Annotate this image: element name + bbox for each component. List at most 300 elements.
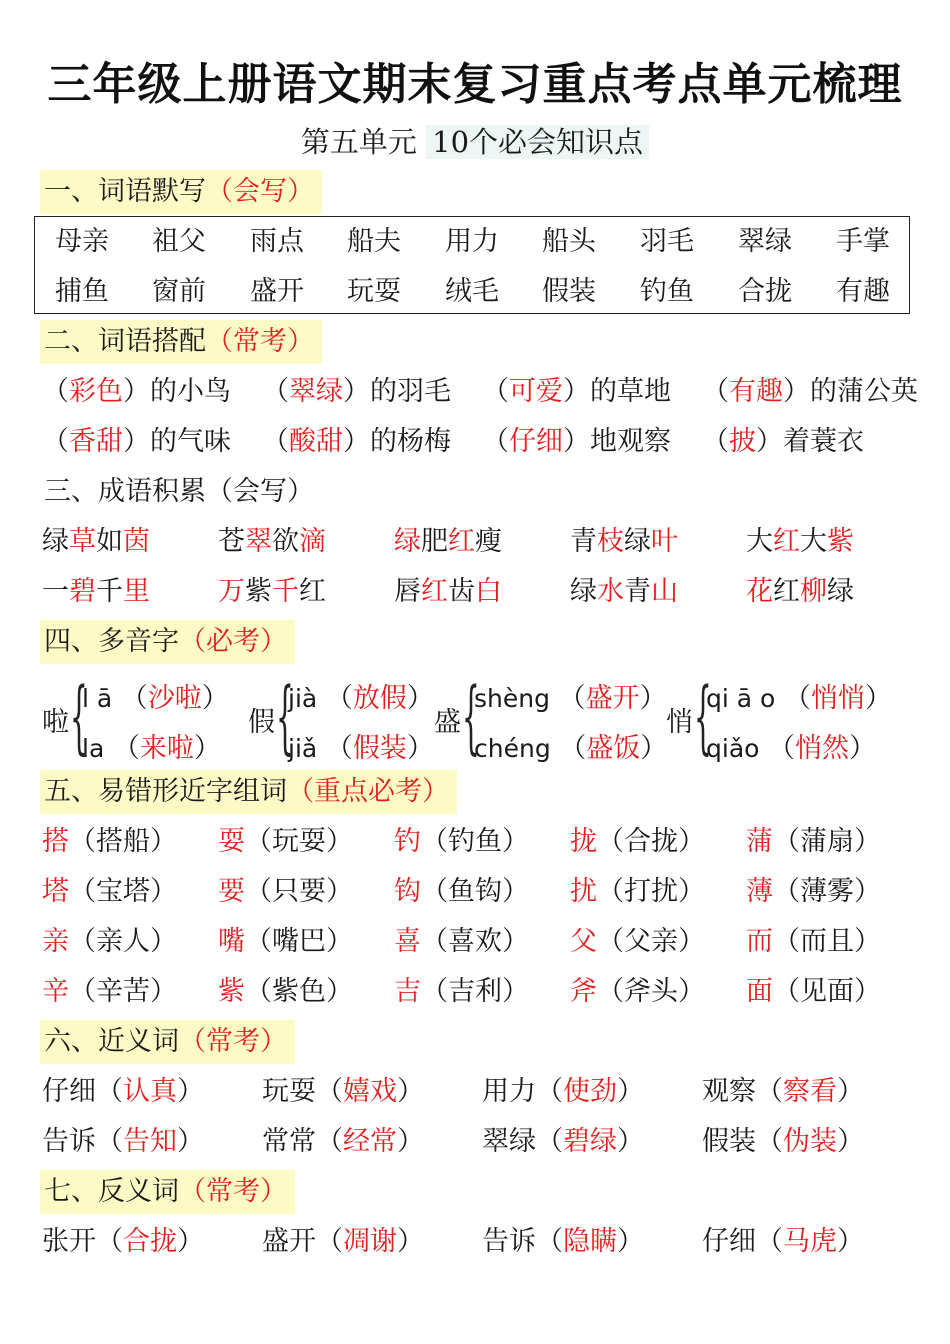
vocab-text: 用力 <box>445 226 499 257</box>
section-header-polyphones <box>40 620 295 664</box>
similar-char: 辛 <box>42 976 69 1007</box>
paren-open: （ <box>421 976 448 1007</box>
antonym-answer: 马虎 <box>783 1226 837 1257</box>
paren-open: （ <box>773 976 800 1007</box>
paren-open: （ <box>316 1126 343 1157</box>
section-header-similar-chars <box>40 770 457 814</box>
paren-open: （ <box>104 733 140 764</box>
synonym-word: 用力 <box>482 1076 536 1107</box>
paren-open: （ <box>759 733 796 764</box>
similar-char-row <box>0 922 950 962</box>
collocation-row <box>0 422 950 462</box>
antonym-row <box>0 1222 950 1262</box>
paren-open: （ <box>96 1226 123 1257</box>
idiom-char: 绿 <box>570 576 597 607</box>
idiom-char: 白 <box>475 576 502 607</box>
vocab-row <box>0 272 950 312</box>
paren-close: ） <box>406 733 434 764</box>
paren-close: ） <box>678 876 705 907</box>
polyphone-char: 假 <box>248 707 275 738</box>
similar-char-item <box>42 822 177 862</box>
antonym-answer: 凋谢 <box>343 1226 397 1257</box>
paren-open: （ <box>262 376 289 407</box>
pinyin: jiǎ <box>288 734 318 763</box>
idiom-item <box>42 522 150 562</box>
idiom-char: 绿 <box>42 526 69 557</box>
similar-char: 亲 <box>42 926 69 957</box>
vocab-word <box>445 272 499 312</box>
similar-char: 薄 <box>746 876 773 907</box>
similar-char: 钩 <box>394 876 421 907</box>
collocation-text: 的杨梅 <box>370 426 451 457</box>
page-subtitle <box>0 120 950 161</box>
similar-char-word: 紫色 <box>272 976 326 1007</box>
similar-char: 扰 <box>570 876 597 907</box>
paren-close: ） <box>150 826 177 857</box>
collocation-text: 的气味 <box>150 426 231 457</box>
paren-open: （ <box>69 976 96 1007</box>
collocation-row <box>0 372 950 412</box>
polyphone-word: 盛饭 <box>586 733 641 764</box>
vocab-text: 祖父 <box>152 226 206 257</box>
paren-close: ） <box>639 683 667 714</box>
section-tag: （会写） <box>206 176 314 207</box>
paren-close: ） <box>837 1226 864 1257</box>
vocab-text: 盛开 <box>250 276 304 307</box>
paren-close: ） <box>177 1226 204 1257</box>
collocation-text: 的小鸟 <box>150 376 231 407</box>
paren-open: （ <box>550 733 587 764</box>
polyphone-line <box>288 726 434 765</box>
paren-close: ） <box>177 1076 204 1107</box>
section-label: 四、多音字 <box>44 626 179 657</box>
similar-char-item <box>42 872 177 912</box>
vocab-word <box>347 272 401 312</box>
vocab-text: 钓鱼 <box>640 276 694 307</box>
paren-open: （ <box>317 733 353 764</box>
idiom-char: 青 <box>570 526 597 557</box>
paren-close: ） <box>563 376 590 407</box>
similar-char: 嘴 <box>218 926 245 957</box>
brace-icon: { <box>70 670 88 763</box>
collocation-text: 地观察 <box>590 426 671 457</box>
paren-open: （ <box>775 683 811 714</box>
idiom-char: 大 <box>800 526 827 557</box>
paren-close: ） <box>502 826 529 857</box>
polyphone-line <box>82 726 221 765</box>
idiom-item <box>218 522 326 562</box>
paren-close: ） <box>397 1126 424 1157</box>
paren-open: （ <box>96 1076 123 1107</box>
collocation-item <box>702 372 918 412</box>
vocab-word <box>347 222 401 262</box>
collocation-item <box>42 372 231 412</box>
pinyin: l ā <box>82 684 113 713</box>
paren-close: ） <box>150 926 177 957</box>
vocab-text: 窗前 <box>152 276 206 307</box>
section-header-antonyms <box>40 1170 295 1214</box>
vocab-text: 玩耍 <box>347 276 401 307</box>
paren-open: （ <box>316 1076 343 1107</box>
vocab-word <box>152 222 206 262</box>
paren-open: （ <box>773 826 800 857</box>
paren-close: ） <box>150 976 177 1007</box>
similar-char: 吉 <box>394 976 421 1007</box>
polyphone-line <box>474 726 667 765</box>
paren-close: ） <box>326 826 353 857</box>
paren-close: ） <box>617 1126 644 1157</box>
paren-close: ） <box>326 926 353 957</box>
antonym-item <box>42 1222 204 1262</box>
similar-char: 蒲 <box>746 826 773 857</box>
synonym-item <box>482 1122 644 1162</box>
collocation-text: 的羽毛 <box>370 376 451 407</box>
paren-close: ） <box>849 733 877 764</box>
collocation-text: 着蓑衣 <box>783 426 864 457</box>
similar-char-item <box>570 872 705 912</box>
idiom-item <box>394 572 502 612</box>
synonym-item <box>262 1122 424 1162</box>
similar-char-word: 蒲扇 <box>800 826 854 857</box>
pinyin: qi ā o <box>706 684 776 713</box>
similar-char-word: 辛苦 <box>96 976 150 1007</box>
paren-close: ） <box>193 733 221 764</box>
collocation-text: 的草地 <box>590 376 671 407</box>
similar-char-item <box>570 972 705 1012</box>
paren-open: （ <box>756 1126 783 1157</box>
synonym-word: 告诉 <box>42 1126 96 1157</box>
paren-open: （ <box>597 876 624 907</box>
similar-char-row <box>0 972 950 1012</box>
paren-open: （ <box>536 1226 563 1257</box>
idiom-char: 千 <box>96 576 123 607</box>
idiom-char: 万 <box>218 576 245 607</box>
paren-open: （ <box>317 683 353 714</box>
paren-open: （ <box>42 426 69 457</box>
paren-close: ） <box>502 926 529 957</box>
paren-open: （ <box>421 876 448 907</box>
polyphone-word: 沙啦 <box>147 683 202 714</box>
idiom-char: 红 <box>773 526 800 557</box>
idiom-char: 一 <box>42 576 69 607</box>
idiom-char: 水 <box>597 576 624 607</box>
antonym-item <box>482 1222 644 1262</box>
section-label: 七、反义词 <box>44 1176 179 1207</box>
paren-close: ） <box>502 876 529 907</box>
paren-open: （ <box>69 826 96 857</box>
synonym-answer: 嬉戏 <box>343 1076 397 1107</box>
section-label: 五、易错形近字组词 <box>44 776 287 807</box>
antonym-answer: 隐瞒 <box>563 1226 617 1257</box>
vocab-word <box>542 222 596 262</box>
vocab-word <box>250 272 304 312</box>
similar-char-item <box>394 972 529 1012</box>
similar-char-word: 亲人 <box>96 926 150 957</box>
brace-icon: { <box>462 670 480 763</box>
vocab-text: 手掌 <box>836 226 890 257</box>
idiom-char: 苍 <box>218 526 245 557</box>
pinyin: la <box>82 734 105 763</box>
paren-close: ） <box>397 1076 424 1107</box>
paren-close: ） <box>201 683 229 714</box>
vocab-word <box>152 272 206 312</box>
idiom-row <box>0 572 950 612</box>
polyphone-line <box>474 676 667 715</box>
idiom-char: 唇 <box>394 576 421 607</box>
brace-icon: { <box>276 670 294 763</box>
section-tag: （重点必考） <box>287 776 449 807</box>
polyphone-word: 悄悄 <box>810 683 865 714</box>
similar-char: 塔 <box>42 876 69 907</box>
collocation-item <box>482 422 671 462</box>
idiom-char: 红 <box>448 526 475 557</box>
vocab-word <box>55 272 109 312</box>
antonym-item <box>262 1222 424 1262</box>
similar-char-item <box>42 922 177 962</box>
idiom-char: 草 <box>69 526 96 557</box>
paren-open: （ <box>482 376 509 407</box>
paren-close: ） <box>406 683 434 714</box>
pinyin: chéng <box>474 734 551 763</box>
idiom-char: 红 <box>773 576 800 607</box>
paren-close: ） <box>837 1076 864 1107</box>
paren-close: ） <box>756 426 783 457</box>
similar-char-item <box>746 922 881 962</box>
synonym-row <box>0 1122 950 1162</box>
synonym-word: 仔细 <box>42 1076 96 1107</box>
paren-close: ） <box>397 1226 424 1257</box>
polyphone-line <box>706 676 892 715</box>
similar-char-row <box>0 822 950 862</box>
pinyin: jià <box>288 684 318 713</box>
paren-open: （ <box>96 1126 123 1157</box>
similar-char: 斧 <box>570 976 597 1007</box>
idiom-char: 枝 <box>597 526 624 557</box>
paren-close: ） <box>678 926 705 957</box>
synonym-answer: 察看 <box>783 1076 837 1107</box>
paren-close: ） <box>678 976 705 1007</box>
paren-close: ） <box>854 926 881 957</box>
synonym-word: 玩耍 <box>262 1076 316 1107</box>
similar-char-item <box>746 972 881 1012</box>
vocab-word <box>542 272 596 312</box>
section-header-vocab <box>40 170 322 214</box>
similar-char: 喜 <box>394 926 421 957</box>
paren-close: ） <box>864 683 892 714</box>
polyphone-line <box>706 726 876 765</box>
paren-open: （ <box>536 1126 563 1157</box>
similar-char-item <box>218 972 353 1012</box>
similar-char-item <box>218 872 353 912</box>
idiom-char: 绿 <box>394 526 421 557</box>
paren-open: （ <box>316 1226 343 1257</box>
synonym-row <box>0 1072 950 1112</box>
collocation-answer: 披 <box>729 426 756 457</box>
paren-close: ） <box>343 376 370 407</box>
similar-char-item <box>394 922 529 962</box>
polyphone-word: 放假 <box>352 683 407 714</box>
idiom-item <box>746 572 854 612</box>
vocab-word <box>836 272 890 312</box>
vocab-word <box>445 222 499 262</box>
idiom-char: 大 <box>746 526 773 557</box>
subtitle-unit: 第五单元 <box>300 125 417 159</box>
paren-close: ） <box>326 876 353 907</box>
idiom-item <box>570 572 678 612</box>
idiom-char: 紫 <box>245 576 272 607</box>
idiom-char: 茵 <box>123 526 150 557</box>
similar-char-item <box>394 822 529 862</box>
similar-char-word: 宝塔 <box>96 876 150 907</box>
synonym-item <box>42 1122 204 1162</box>
section-header-collocation <box>40 320 322 364</box>
synonym-answer: 使劲 <box>563 1076 617 1107</box>
idiom-char: 红 <box>299 576 326 607</box>
similar-char-item <box>570 922 705 962</box>
vocab-word <box>55 222 109 262</box>
paren-close: ） <box>783 376 810 407</box>
similar-char: 搭 <box>42 826 69 857</box>
synonym-word: 常常 <box>262 1126 316 1157</box>
paren-close: ） <box>123 376 150 407</box>
section-header-idioms <box>40 470 322 514</box>
similar-char: 父 <box>570 926 597 957</box>
section-label: 三、成语积累（会写） <box>44 476 314 507</box>
synonym-item <box>702 1122 864 1162</box>
paren-close: ） <box>854 876 881 907</box>
collocation-answer: 彩色 <box>69 376 123 407</box>
synonym-answer: 经常 <box>343 1126 397 1157</box>
similar-char-word: 玩耍 <box>272 826 326 857</box>
paren-close: ） <box>563 426 590 457</box>
paren-open: （ <box>482 426 509 457</box>
paren-open: （ <box>756 1226 783 1257</box>
section-tag: （常考） <box>206 326 314 357</box>
idiom-item <box>42 572 150 612</box>
section-header-synonyms <box>40 1020 295 1064</box>
similar-char: 要 <box>218 876 245 907</box>
synonym-word: 翠绿 <box>482 1126 536 1157</box>
synonym-word: 假装 <box>702 1126 756 1157</box>
paren-open: （ <box>773 876 800 907</box>
polyphone-word: 假装 <box>352 733 407 764</box>
paren-open: （ <box>42 376 69 407</box>
idiom-char: 翠 <box>245 526 272 557</box>
idiom-char: 如 <box>96 526 123 557</box>
vocab-text: 合拢 <box>738 276 792 307</box>
vocab-text: 假装 <box>542 276 596 307</box>
section-tag: （常考） <box>179 1026 287 1057</box>
paren-open: （ <box>69 876 96 907</box>
section-label: 一、词语默写 <box>44 176 206 207</box>
vocab-word <box>640 222 694 262</box>
paren-close: ） <box>854 976 881 1007</box>
vocab-text: 雨点 <box>250 226 304 257</box>
antonym-word: 仔细 <box>702 1226 756 1257</box>
polyphone-line <box>288 676 434 715</box>
similar-char-word: 吉利 <box>448 976 502 1007</box>
vocab-text: 母亲 <box>55 226 109 257</box>
idiom-char: 欲 <box>272 526 299 557</box>
similar-char-word: 薄雾 <box>800 876 854 907</box>
pinyin: shèng <box>474 684 550 713</box>
collocation-answer: 有趣 <box>729 376 783 407</box>
paren-open: （ <box>702 426 729 457</box>
similar-char-item <box>746 872 881 912</box>
paren-close: ） <box>678 826 705 857</box>
antonym-item <box>702 1222 864 1262</box>
section-tag: （常考） <box>179 1176 287 1207</box>
paren-close: ） <box>343 426 370 457</box>
paren-open: （ <box>262 426 289 457</box>
similar-char-item <box>218 822 353 862</box>
vocab-text: 羽毛 <box>640 226 694 257</box>
synonym-answer: 碧绿 <box>563 1126 617 1157</box>
subtitle-highlight: 10个必会知识点 <box>426 125 649 159</box>
paren-close: ） <box>617 1076 644 1107</box>
paren-open: （ <box>421 826 448 857</box>
paren-open: （ <box>756 1076 783 1107</box>
similar-char-item <box>394 872 529 912</box>
polyphone-word: 来啦 <box>139 733 194 764</box>
section-label: 二、词语搭配 <box>44 326 206 357</box>
section-tag: （必考） <box>179 626 287 657</box>
synonym-answer: 告知 <box>123 1126 177 1157</box>
similar-char: 面 <box>746 976 773 1007</box>
antonym-word: 盛开 <box>262 1226 316 1257</box>
similar-char: 钓 <box>394 826 421 857</box>
vocab-word <box>738 222 792 262</box>
polyphone-char: 啦 <box>42 707 69 738</box>
paren-open: （ <box>597 926 624 957</box>
idiom-char: 滴 <box>299 526 326 557</box>
similar-char: 耍 <box>218 826 245 857</box>
collocation-answer: 可爱 <box>509 376 563 407</box>
similar-char-word: 搭船 <box>96 826 150 857</box>
polyphone-char: 悄 <box>666 707 693 738</box>
similar-char-word: 钓鱼 <box>448 826 502 857</box>
idiom-char: 绿 <box>624 526 651 557</box>
idiom-char: 千 <box>272 576 299 607</box>
paren-close: ） <box>150 876 177 907</box>
paren-close: ） <box>123 426 150 457</box>
paren-open: （ <box>773 926 800 957</box>
idiom-row <box>0 522 950 562</box>
vocab-text: 绒毛 <box>445 276 499 307</box>
synonym-item <box>702 1072 864 1112</box>
idiom-item <box>746 522 854 562</box>
paren-open: （ <box>245 926 272 957</box>
similar-char-word: 合拢 <box>624 826 678 857</box>
paren-close: ） <box>326 976 353 1007</box>
synonym-item <box>262 1072 424 1112</box>
collocation-item <box>262 422 451 462</box>
similar-char-word: 打扰 <box>624 876 678 907</box>
paren-close: ） <box>177 1126 204 1157</box>
idiom-char: 花 <box>746 576 773 607</box>
similar-char-word: 斧头 <box>624 976 678 1007</box>
antonym-word: 张开 <box>42 1226 96 1257</box>
paren-open: （ <box>421 926 448 957</box>
paren-close: ） <box>837 1126 864 1157</box>
vocab-word <box>738 272 792 312</box>
similar-char-word: 嘴巴 <box>272 926 326 957</box>
idiom-char: 瘦 <box>475 526 502 557</box>
idiom-char: 柳 <box>800 576 827 607</box>
vocab-row <box>0 222 950 262</box>
polyphone-char: 盛 <box>434 707 461 738</box>
paren-open: （ <box>245 976 272 1007</box>
